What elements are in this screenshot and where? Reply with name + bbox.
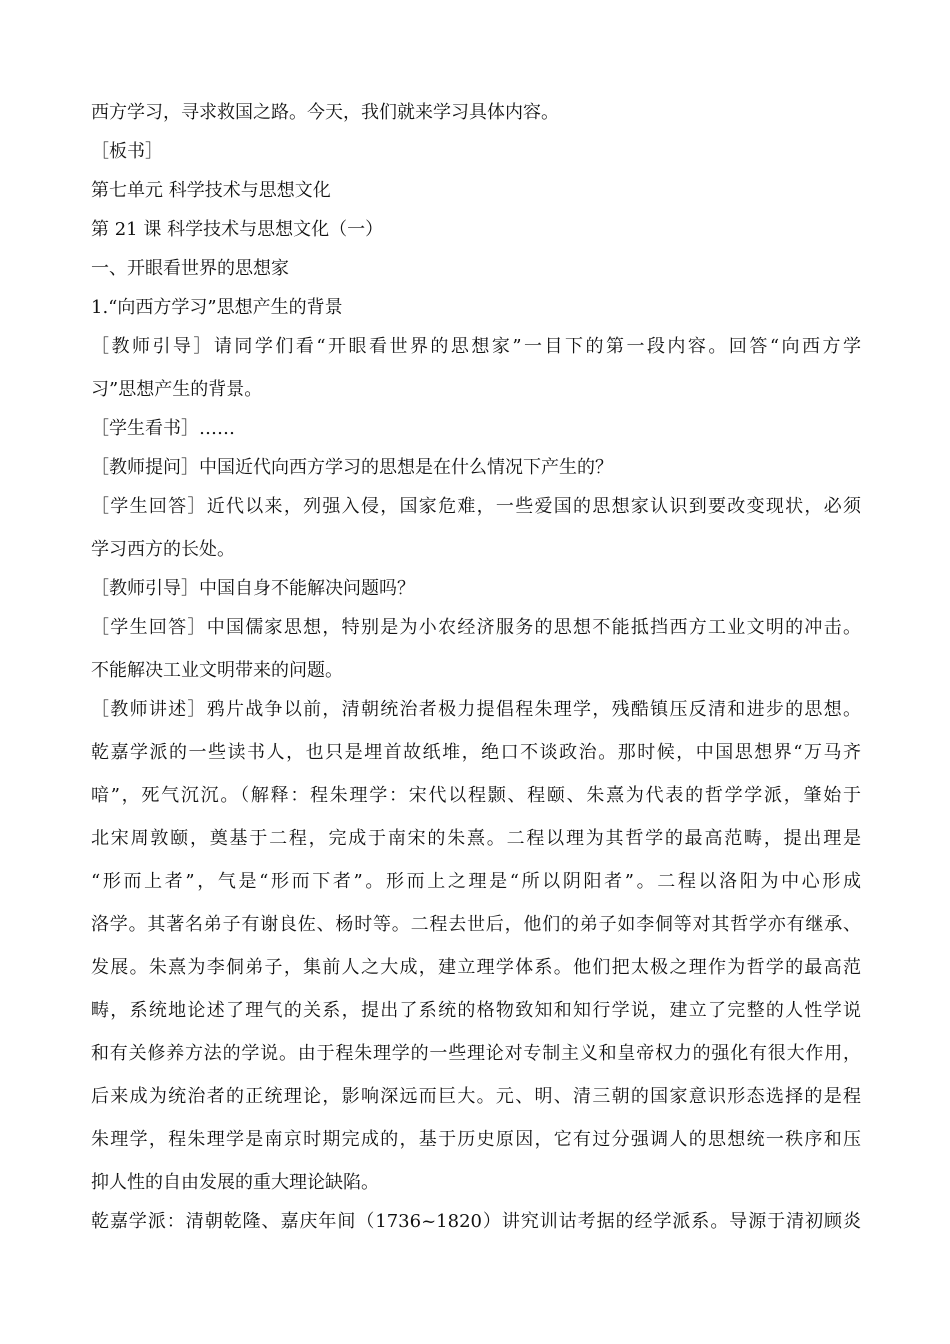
document-body [91, 98, 871, 1246]
text-line: 后来成为统治者的正统理论，影响深远而巨大。元、明、清三朝的国家意识形态选择的是程 [91, 1086, 861, 1107]
text-line: ［学生回答］近代以来，列强入侵，国家危难，一些爱国的思想家认识到要改变现状，必须 [91, 496, 861, 517]
text-line: 抑人性的自由发展的重大理论缺陷。 [91, 1172, 379, 1193]
text-line: ［学生回答］中国儒家思想，特别是为小农经济服务的思想不能抵挡西方工业文明的冲击。 [91, 617, 861, 638]
board-label: ［板书］ [91, 141, 163, 162]
text-line: ［教师提问］中国近代向西方学习的思想是在什么情况下产生的？ [91, 457, 613, 478]
text-line: 乾嘉学派：清朝乾隆、嘉庆年间（1736~1820）讲究训诂考据的经学派系。导源于清初顾炎 [91, 1211, 861, 1232]
lesson-heading: 第 21 课 科学技术与思想文化（一） [91, 219, 384, 240]
text-line: 发展。朱熹为李侗弟子，集前人之大成，建立理学体系。他们把太极之理作为哲学的最高范 [91, 957, 861, 978]
text-line: 洛学。其著名弟子有谢良佐、杨时等。二程去世后，他们的弟子如李侗等对其哲学亦有继承、 [91, 914, 861, 935]
text-line: 朱理学，程朱理学是南京时期完成的，基于历史原因，它有过分强调人的思想统一秩序和压 [91, 1129, 861, 1150]
text-line: 学习西方的长处。 [91, 539, 235, 560]
text-line: 喑”，死气沉沉。（解释：程朱理学：宋代以程颢、程颐、朱熹为代表的哲学学派，肇始于 [91, 785, 861, 806]
text-line: 北宋周敦颐，奠基于二程，完成于南宋的朱熹。二程以理为其哲学的最高范畴，提出理是 [91, 828, 861, 849]
text-line: ［学生看书］…… [91, 418, 235, 439]
text-line: 畴，系统地论述了理气的关系，提出了系统的格物致知和知行学说，建立了完整的人性学说 [91, 1000, 861, 1021]
section-heading: 一、开眼看世界的思想家 [91, 258, 289, 279]
text-line: 西方学习，寻求救国之路。今天，我们就来学习具体内容。 [91, 102, 559, 123]
subsection-heading: 1.“向西方学习”思想产生的背景 [91, 297, 343, 318]
text-line: ［教师讲述］鸦片战争以前，清朝统治者极力提倡程朱理学，残酷镇压反清和进步的思想。 [91, 699, 861, 720]
text-line: “形而上者”，气是“形而下者”。形而上之理是“所以阴阳者”。二程以洛阳为中心形成 [91, 871, 861, 892]
text-line: ［教师引导］请同学们看“开眼看世界的思想家”一目下的第一段内容。回答“向西方学 [91, 336, 861, 357]
unit-heading: 第七单元 科学技术与思想文化 [91, 180, 331, 201]
text-line: ［教师引导］中国自身不能解决问题吗？ [91, 578, 415, 599]
text-line: 乾嘉学派的一些读书人，也只是埋首故纸堆，绝口不谈政治。那时候，中国思想界“万马齐 [91, 742, 861, 763]
text-line: 习”思想产生的背景。 [91, 379, 263, 400]
text-line: 和有关修养方法的学说。由于程朱理学的一些理论对专制主义和皇帝权力的强化有很大作用， [91, 1043, 861, 1064]
text-line: 不能解决工业文明带来的问题。 [91, 660, 343, 681]
